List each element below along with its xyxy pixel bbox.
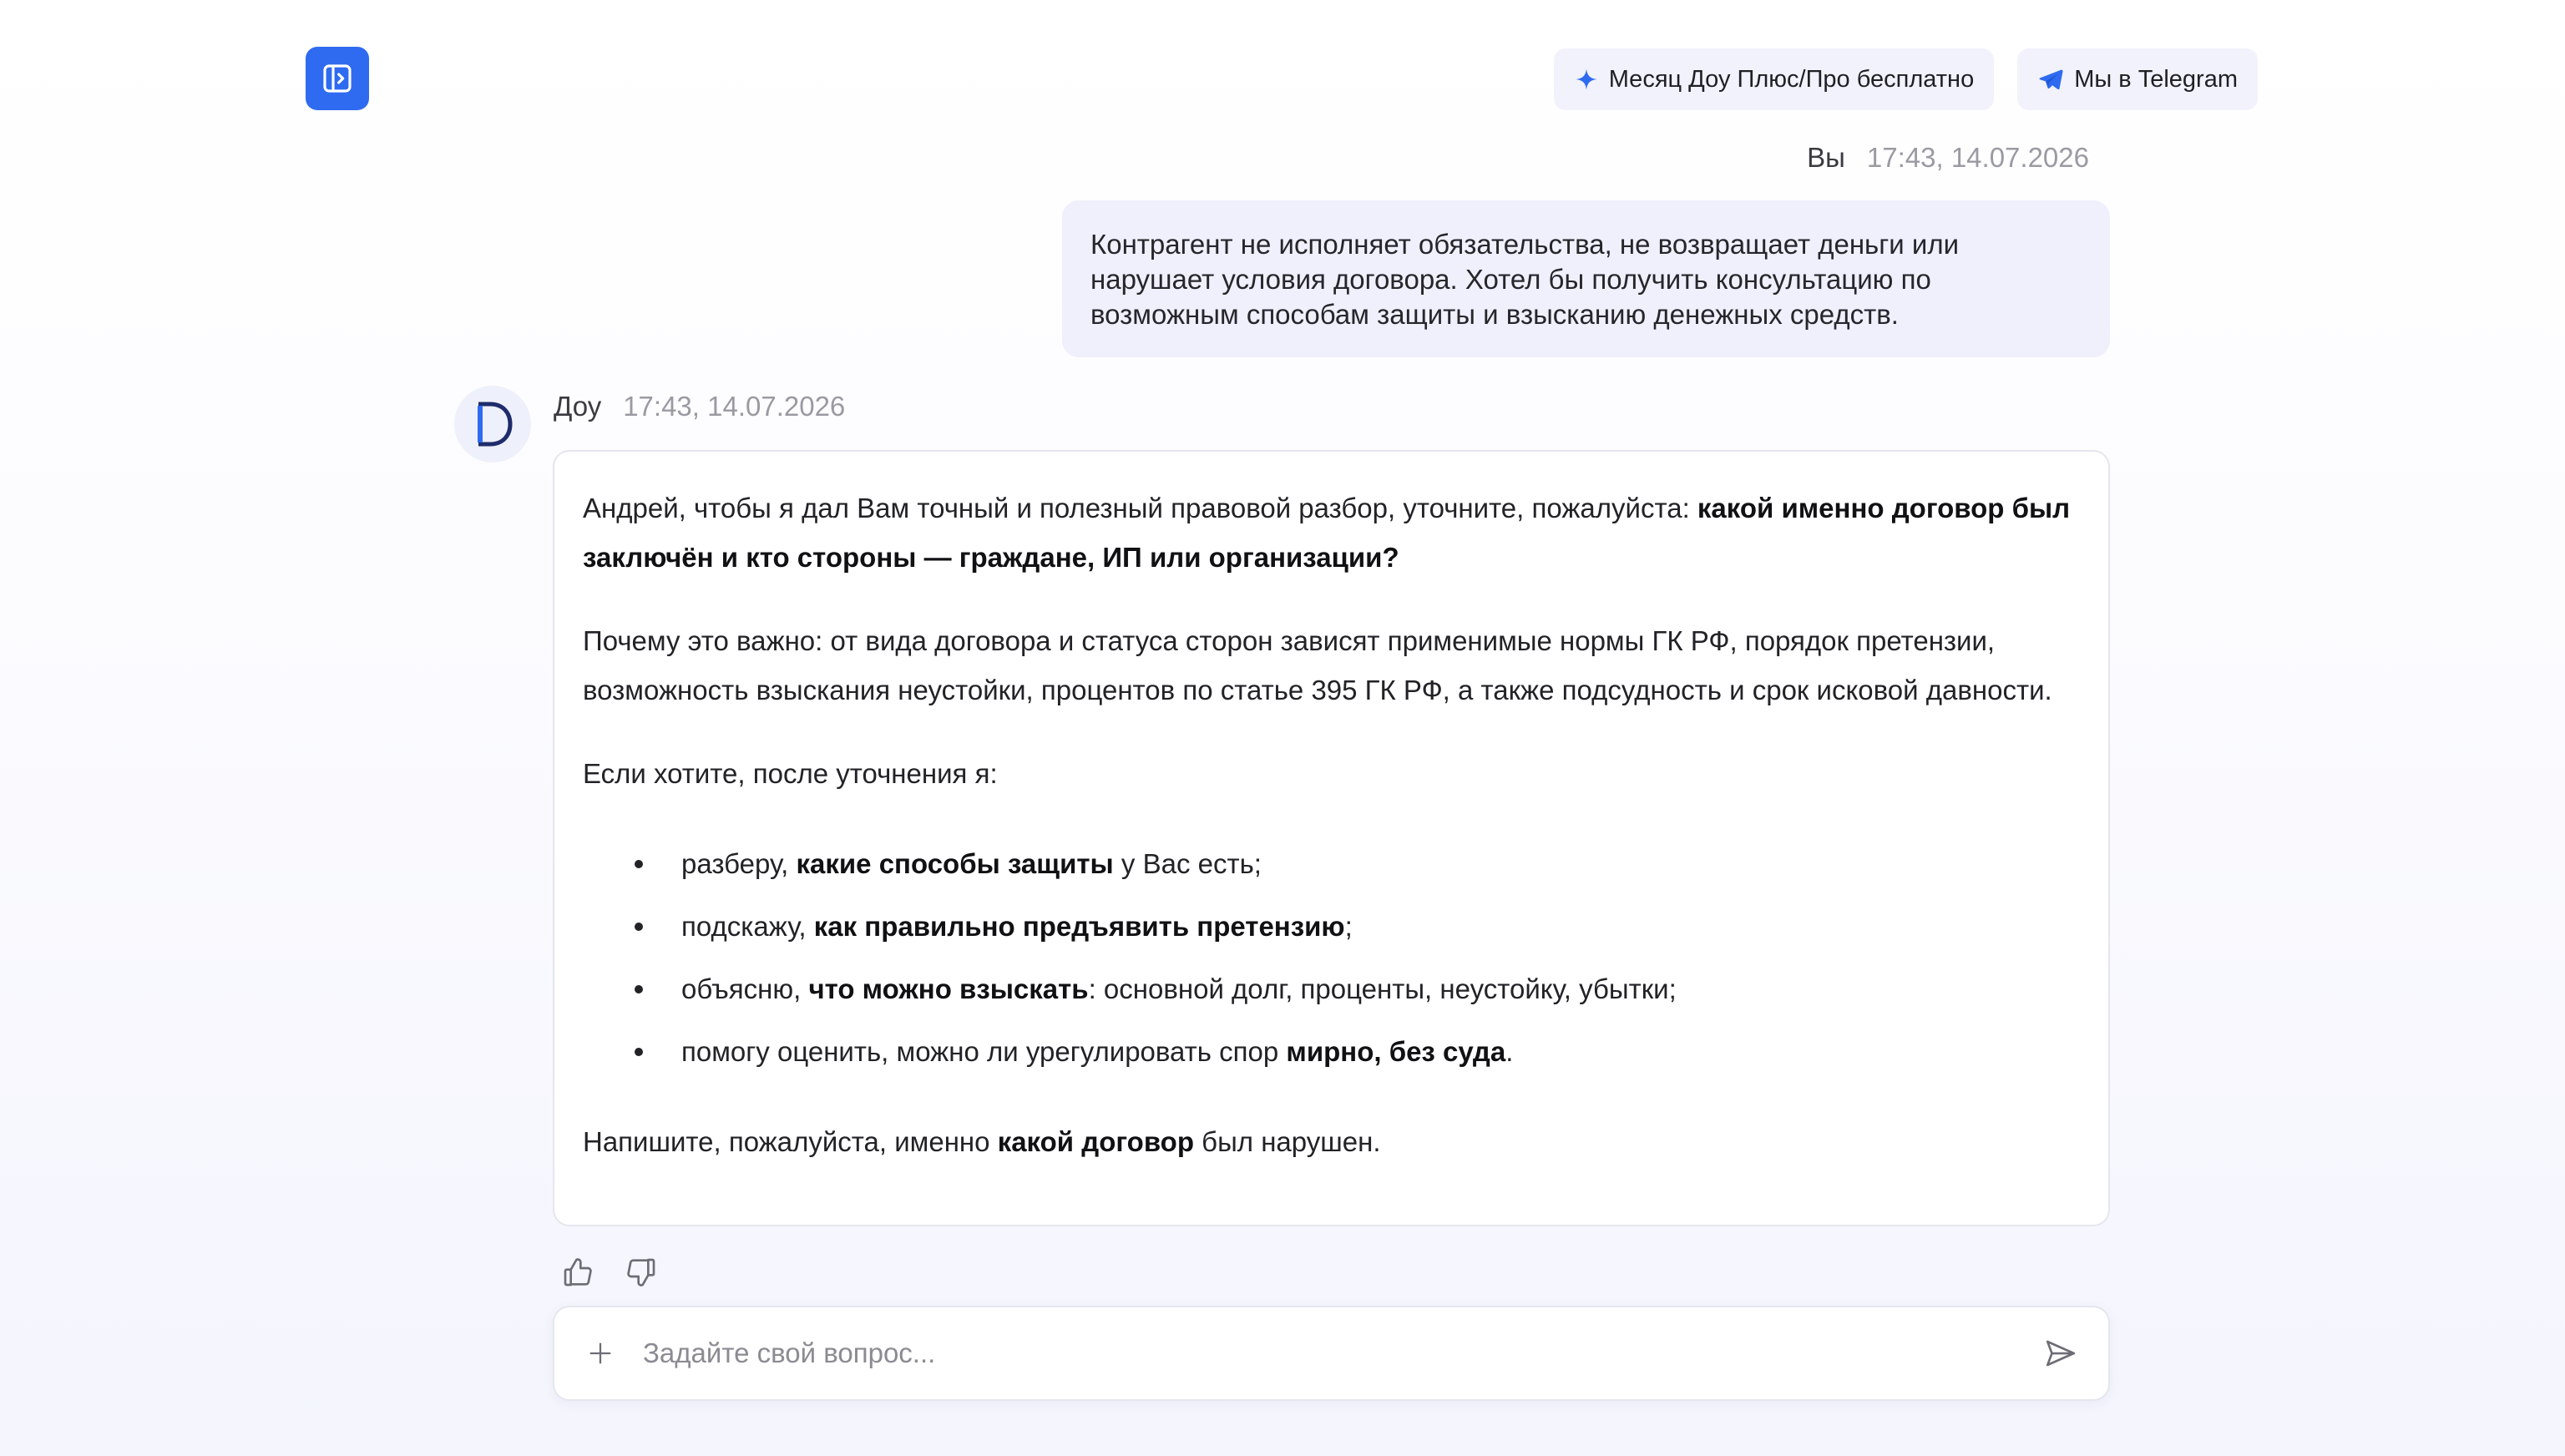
list-item-text: ; <box>1344 911 1353 942</box>
list-item-bold: как правильно предъявить претензию <box>813 911 1345 942</box>
list-item-text: : основной долг, проценты, неустойку, убытки; <box>1088 973 1677 1004</box>
send-button[interactable] <box>2043 1336 2078 1371</box>
plus-icon <box>586 1339 615 1368</box>
send-icon <box>2043 1336 2078 1371</box>
bot-paragraph-3: Если хотите, после уточнения я: <box>583 758 998 789</box>
list-item-text: объясню, <box>681 973 809 1004</box>
question-input[interactable] <box>643 1337 2043 1369</box>
thumbs-up-icon <box>561 1256 594 1289</box>
list-item <box>583 958 2080 1020</box>
telegram-icon <box>2037 66 2064 93</box>
bot-message-meta <box>554 391 845 422</box>
bot-paragraph-4 <box>583 1117 2080 1166</box>
user-message-text: Контрагент не исполняет обязательства, не возвращает деньги или нарушает условия договора. Хотел бы получить консультацию по возможным способам защиты и взысканию денежных средств. <box>1090 229 1960 330</box>
user-message-meta <box>1807 142 2089 174</box>
bot-avatar <box>454 386 531 463</box>
thumbs-down-icon <box>625 1256 658 1289</box>
dou-logo-icon <box>470 399 515 449</box>
bot-paragraph-2: Почему это важно: от вида договора и статуса сторон зависят применимые нормы ГК РФ, порядок претензии, возможность взыскания неустойки, процентов по статье 395 ГК РФ, а также подсудность и срок исковой давности. <box>583 625 2052 705</box>
sidebar-toggle-button[interactable] <box>306 47 369 110</box>
sparkle-icon <box>1574 67 1599 92</box>
attach-button[interactable] <box>586 1339 615 1368</box>
bot-paragraph-1-text: Андрей, чтобы я дал Вам точный и полезный правовой разбор, уточните, пожалуйста: <box>583 493 1697 523</box>
bot-message-card <box>553 450 2110 1226</box>
promo-label: Месяц Доу Плюс/Про бесплатно <box>1608 65 1975 93</box>
list-item-text: помогу оценить, можно ли урегулировать спор <box>681 1036 1287 1067</box>
bot-paragraph-1 <box>583 483 2080 582</box>
like-button[interactable] <box>561 1256 594 1289</box>
feedback-buttons <box>561 1256 658 1289</box>
list-item-text: у Вас есть; <box>1113 848 1262 879</box>
promo-button[interactable] <box>1554 48 1995 110</box>
sidebar-panel-icon <box>321 62 354 95</box>
list-item-bold: мирно, без суда <box>1286 1036 1506 1067</box>
list-item <box>583 832 2080 895</box>
bot-list <box>583 832 2080 1083</box>
bot-paragraph-1-bold: какой именно договор был заключён и кто стороны — граждане, ИП или организации? <box>583 493 2071 573</box>
bot-message-time: 17:43, 14.07.2026 <box>623 391 846 422</box>
dislike-button[interactable] <box>625 1256 658 1289</box>
telegram-label: Мы в Telegram <box>2074 65 2238 93</box>
list-item-bold: какие способы защиты <box>796 848 1114 879</box>
list-item <box>583 1020 2080 1083</box>
bot-author: Доу <box>554 391 602 422</box>
bot-paragraph-4-suffix: был нарушен. <box>1194 1126 1381 1157</box>
bot-paragraph-4-prefix: Напишите, пожалуйста, именно <box>583 1126 998 1157</box>
list-item-text: подскажу, <box>681 911 814 942</box>
message-composer <box>553 1306 2110 1401</box>
user-message-time: 17:43, 14.07.2026 <box>1866 142 2089 173</box>
list-item-bold: что можно взыскать <box>808 973 1089 1004</box>
header-actions <box>1554 48 2258 110</box>
list-item <box>583 895 2080 958</box>
telegram-button[interactable] <box>2017 48 2258 110</box>
user-message-bubble <box>1062 200 2110 357</box>
list-item-text: . <box>1505 1036 1514 1067</box>
user-author: Вы <box>1807 142 1845 173</box>
list-item-text: разберу, <box>681 848 797 879</box>
bot-paragraph-4-bold: какой договор <box>997 1126 1194 1157</box>
